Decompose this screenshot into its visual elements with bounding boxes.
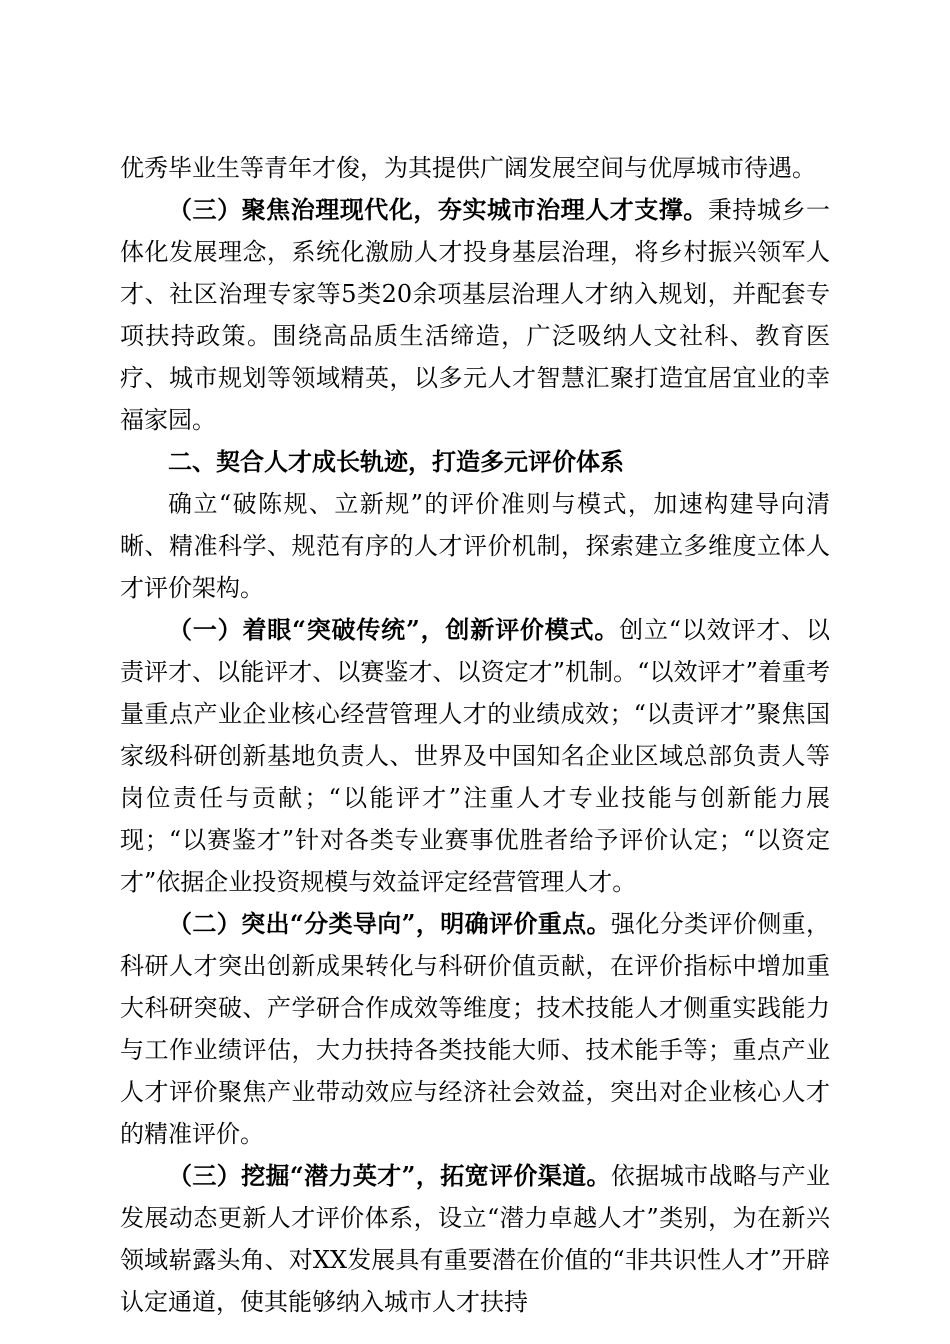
paragraph-innovate-mode <box>120 609 830 903</box>
section-heading-text: 二、契合人才成长轨迹，打造多元评价体系 <box>168 448 624 476</box>
paragraph-governance-talent <box>120 189 830 441</box>
paragraph-lead: （一）着眼“突破传统”，创新评价模式。 <box>168 615 620 644</box>
paragraph-classification <box>120 903 830 1155</box>
paragraph-continuation <box>120 147 830 189</box>
paragraph-text: 优秀毕业生等青年才俊，为其提供广阔发展空间与优厚城市待遇。 <box>120 154 816 182</box>
paragraph-text: 确立“破陈规、立新规”的评价准则与模式，加速构建导向清晰、精准科学、规范有序的人才评价机制，探索建立多维度立体人才评价架构。 <box>120 490 830 602</box>
document-body <box>120 147 830 1323</box>
paragraph-lead: （三）聚焦治理现代化，夯实城市治理人才支撑。 <box>168 195 708 224</box>
paragraph-lead: （三）挖掘“潜力英才”，拓宽评价渠道。 <box>168 1161 611 1190</box>
paragraph-lead: （二）突出“分类导向”，明确评价重点。 <box>168 909 611 938</box>
paragraph-potential-talent <box>120 1155 830 1323</box>
paragraph-evaluation-intro <box>120 483 830 609</box>
paragraph-text: 秉持城乡一体化发展理念，系统化激励人才投身基层治理，将乡村振兴领军人才、社区治理专家等5类20余项基层治理人才纳入规划，并配套专项扶持政策。围绕高品质生活缔造，广泛吸纳人文社科、教育医疗、城市规划等领域精英，以多元人才智慧汇聚打造宜居宜业的幸福家园。 <box>120 196 831 434</box>
paragraph-text: 强化分类评价侧重，科研人才突出创新成果转化与科研价值贡献，在评价指标中增加重大科研突破、产学研合作成效等维度；技术技能人才侧重实践能力与工作业绩评估，大力扶持各类技能大师、技术能手等；重点产业人才评价聚焦产业带动效应与经济社会效益，突出对企业核心人才的精准评价。 <box>120 910 831 1148</box>
paragraph-text: 创立“以效评才、以责评才、以能评才、以赛鉴才、以资定才”机制。“以效评才”着重考量重点产业企业核心经营管理人才的业绩成效；“以责评才”聚焦国家级科研创新基地负责人、世界及中国知名企业区域总部负责人等岗位责任与贡献；“以能评才”注重人才专业技能与创新能力展现；“以赛鉴才”针对各类专业赛事优胜者给予评价认定；“以资定才”依据企业投资规模与效益评定经营管理人才。 <box>120 616 830 896</box>
paragraph-text: 依据城市战略与产业发展动态更新人才评价体系，设立“潜力卓越人才”类别，为在新兴领域崭露头角、对XX发展具有重要潜在价值的“非共识性人才”开辟认定通道，使其能够纳入城市人才扶持 <box>120 1162 831 1316</box>
section-heading <box>120 441 830 483</box>
